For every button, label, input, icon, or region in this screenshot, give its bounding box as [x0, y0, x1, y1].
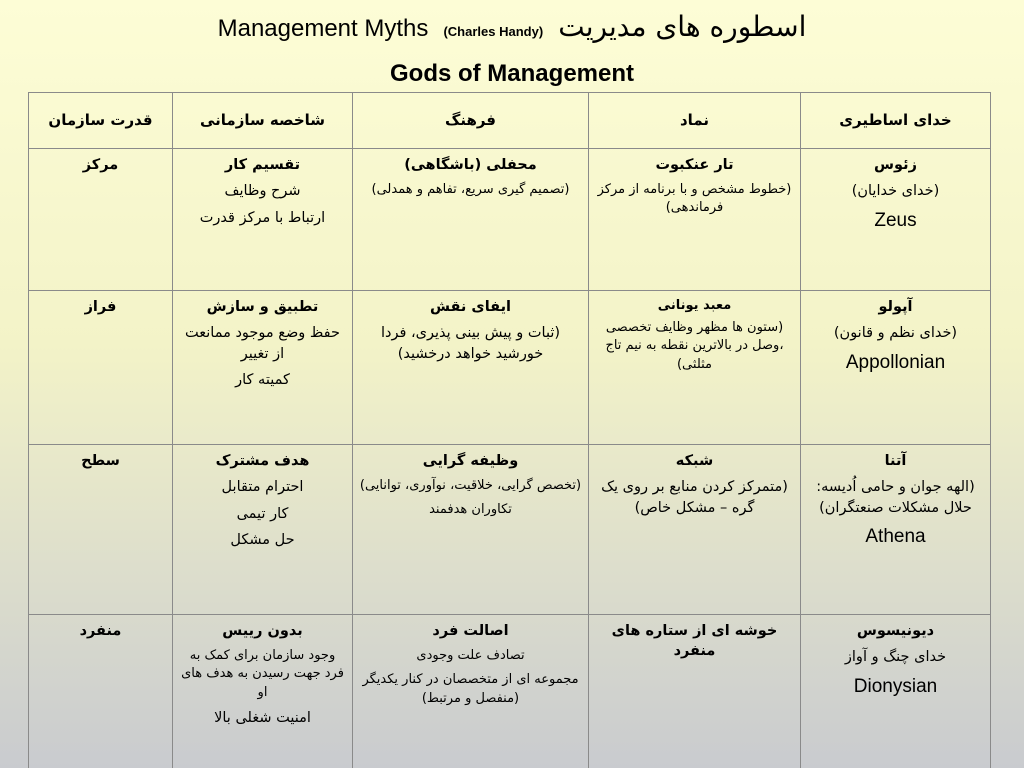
- god-name: دیونیسوس: [856, 623, 935, 639]
- power-value: مرکز: [82, 157, 119, 173]
- slide-title: [0, 10, 1024, 43]
- god-latin: Athena: [865, 525, 926, 547]
- symbol-head: تار عنکبوت: [655, 157, 734, 173]
- feature-line: حل مشکل: [230, 531, 295, 548]
- power-value: سطح: [81, 453, 120, 469]
- symbol-line: (ستون ها مظهر وظایف تخصصی ،وصل در بالاترین نقطه به نیم تاج مثلثی): [605, 320, 784, 372]
- header-god: خدای اساطیری: [801, 93, 991, 149]
- culture-line: (تخصص گرایی، خلاقیت، نوآوری، توانایی): [359, 478, 582, 494]
- feature-line: شرح وظایف: [224, 183, 301, 200]
- symbol-line: (متمرکز کردن منابع بر روی یک گره – مشکل خاص): [601, 479, 788, 516]
- header-culture: فرهنگ: [353, 93, 589, 149]
- symbol-head: معبد یونانی: [657, 298, 732, 313]
- god-latin: Zeus: [874, 209, 917, 231]
- feature-line: وجود سازمان برای کمک به فرد جهت رسیدن به هدف های او: [181, 648, 344, 700]
- culture-head: وظیفه گرایی: [422, 453, 519, 469]
- cell-god: [801, 615, 991, 768]
- header-power: قدرت سازمان: [29, 93, 173, 149]
- cell-power: [29, 615, 173, 768]
- table-row: [29, 291, 991, 445]
- cell-symbol: [589, 149, 801, 291]
- slide-subtitle: Gods of Management: [389, 60, 635, 87]
- god-latin: Dionysian: [853, 675, 938, 697]
- table-row: [29, 445, 991, 615]
- feature-line: امنیت شغلی بالا: [214, 709, 311, 726]
- god-desc: (الهه جوان و حامی اُدیسه: حلال مشکلات صنعتگران): [816, 479, 975, 516]
- culture-line: تکاوران هدفمند: [429, 502, 512, 518]
- cell-god: [801, 149, 991, 291]
- power-value: فراز: [84, 299, 117, 315]
- feature-line: کار تیمی: [236, 505, 289, 522]
- culture-line: (ثبات و پیش بینی پذیری، فردا خورشید خواهد درخشید): [380, 325, 561, 362]
- cell-god: [801, 291, 991, 445]
- cell-culture: [353, 149, 589, 291]
- culture-line: مجموعه ای از متخصصان در کنار یکدیگر (منفصل و مرتبط): [362, 672, 579, 706]
- feature-line: احترام متقابل: [221, 479, 304, 496]
- culture-line: (تصمیم گیری سریع، تفاهم و همدلی): [371, 182, 570, 198]
- table-header-row: [29, 93, 991, 149]
- cell-power: [29, 149, 173, 291]
- table-row: [29, 615, 991, 768]
- culture-head: ایفای نقش: [429, 299, 511, 315]
- cell-symbol: [589, 615, 801, 768]
- god-desc: (خدای نظم و قانون): [833, 325, 958, 342]
- cell-god: [801, 445, 991, 615]
- cell-symbol: [589, 445, 801, 615]
- god-desc: (خدای خدایان): [851, 183, 940, 200]
- cell-feature: [173, 291, 353, 445]
- feature-line: کمیته کار: [235, 371, 290, 388]
- table-row: [29, 149, 991, 291]
- symbol-line: (خطوط مشخص و با برنامه از مرکز فرماندهی): [597, 182, 792, 216]
- cell-feature: [173, 445, 353, 615]
- culture-head: اصالت فرد: [432, 623, 509, 639]
- header-feature: شاخصه سازمانی: [173, 93, 353, 149]
- culture-line: تصادف علت وجودی: [416, 648, 525, 664]
- god-name: زئوس: [874, 157, 917, 173]
- symbol-head: شبکه: [675, 453, 714, 469]
- cell-culture: [353, 445, 589, 615]
- feature-head: تقسیم کار: [224, 157, 301, 173]
- cell-power: [29, 445, 173, 615]
- cell-symbol: [589, 291, 801, 445]
- power-value: منفرد: [79, 623, 122, 639]
- feature-line: حفظ وضع موجود ممانعت از تغییر: [185, 325, 340, 362]
- feature-line: ارتباط با مرکز قدرت: [199, 209, 326, 226]
- cell-culture: [353, 291, 589, 445]
- cell-power: [29, 291, 173, 445]
- gods-of-management-table: [28, 92, 991, 768]
- symbol-head: خوشه ای از ستاره های منفرد: [611, 623, 778, 660]
- title-english: Management Myths: [217, 15, 429, 42]
- god-name: آتنا: [884, 453, 907, 469]
- god-latin: Appollonian: [845, 351, 946, 373]
- title-author: (Charles Handy): [443, 24, 544, 39]
- god-name: آپولو: [878, 299, 913, 315]
- feature-head: هدف مشترک: [215, 453, 310, 469]
- title-persian: اسطوره های مدیریت: [558, 10, 807, 43]
- feature-head: تطبیق و سازش: [206, 299, 319, 315]
- culture-head: محفلی (باشگاهی): [404, 157, 537, 173]
- feature-head: بدون رییس: [222, 623, 303, 639]
- cell-feature: [173, 615, 353, 768]
- cell-feature: [173, 149, 353, 291]
- god-desc: خدای چنگ و آواز: [844, 649, 947, 666]
- header-symbol: نماد: [589, 93, 801, 149]
- cell-culture: [353, 615, 589, 768]
